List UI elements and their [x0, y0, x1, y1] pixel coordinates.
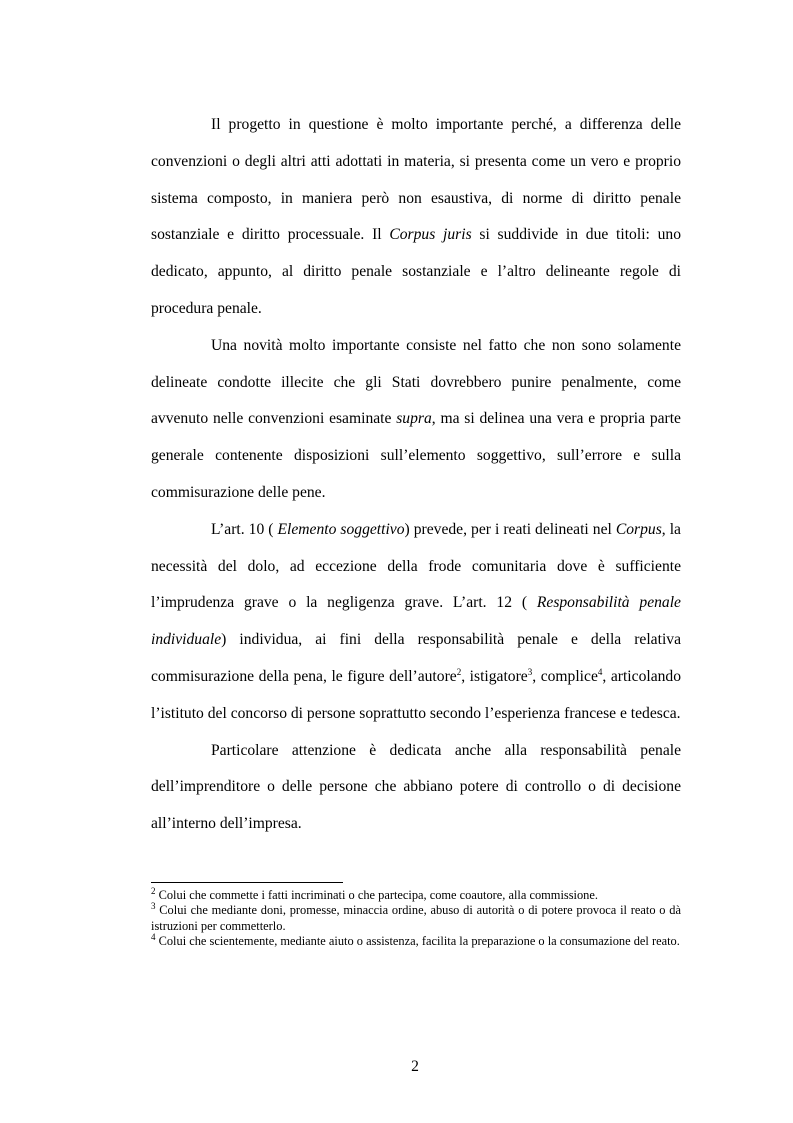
footnote-4-number: 4: [151, 932, 156, 943]
paragraph-3: [151, 512, 681, 733]
footnote-ref-4[interactable]: 4: [597, 666, 603, 677]
footnote-ref-3[interactable]: 3: [527, 666, 533, 677]
paragraph-3-italic-elemento-soggettivo: Elemento soggettivo: [277, 520, 405, 538]
footnote-2-text: Colui che commette i fatti incriminati o che partecipa, come coautore, alla commissione.: [155, 888, 598, 902]
paragraph-2-text-1: Una novità molto importante consiste nel fatto che non sono solamente delineate condotte illecite che gli Stati dovrebbero punire penalmente, come avvenuto nelle convenzioni esaminate: [151, 336, 681, 428]
paragraph-3-italic-responsabilita: Responsabilità penale individuale: [151, 594, 681, 649]
paragraph-1-text-1: Il progetto in questione è molto importante perché, a differenza delle convenzioni o degli altri atti adottati in materia, si presenta come un vero e proprio sistema composto, in maniera però non esaustiva, di norme di diritto penale sostanziale e diritto processuale. Il: [151, 116, 681, 244]
paragraph-2: [151, 328, 681, 512]
footnote-ref-2[interactable]: 2: [456, 666, 462, 677]
footnote-2: [151, 885, 681, 903]
footnote-4-text: Colui che scientemente, mediante aiuto o assistenza, facilita la preparazione o la consumazione del reato.: [155, 934, 680, 949]
paragraph-3-italic-corpus: Corpus: [615, 520, 662, 538]
footnote-2-number: 2: [151, 885, 156, 896]
paragraph-4: [151, 733, 681, 843]
paragraph-1: [151, 107, 681, 328]
footnotes: [151, 885, 681, 950]
paragraph-2-italic-supra: supra: [396, 410, 432, 428]
paragraph-2-text-2: , ma si delinea una vera e propria parte generale contenente disposizioni sull’elemento soggettivo, sull’errore e sulla commisurazione delle pene.: [151, 410, 681, 501]
body-text: [151, 107, 681, 843]
paragraph-3-text-4: ) individua, ai fini della responsabilità penale e della relativa commisurazione della pena, le figure dell’autore: [151, 631, 681, 685]
footnote-3-number: 3: [151, 901, 156, 912]
footnote-divider: [151, 882, 343, 883]
page-number: 2: [411, 1058, 419, 1075]
footnote-3: [151, 903, 681, 934]
paragraph-1-italic-corpus-juris: Corpus juris: [389, 226, 472, 244]
paragraph-3-text-2: ) prevede, per i reati delineati nel: [404, 520, 616, 538]
paragraph-3-text-1: L’art. 10 (: [211, 520, 278, 538]
paragraph-3-text-6: , complice: [532, 667, 598, 685]
paragraph-3-text-7: , articolando l’istituto del concorso di persone soprattutto secondo l’esperienza francese e tedesca.: [151, 667, 682, 722]
footnote-3-text: Colui che mediante doni, promesse, minaccia ordine, abuso di autorità o di potere provoca il reato o dà istruzioni per commetterlo.: [151, 903, 681, 933]
footnote-4: [151, 934, 681, 949]
paragraph-1-text-2: si suddivide in due titoli: uno dedicato, appunto, al diritto penale sostanziale e l’altro delineante regole di procedura penale.: [151, 226, 681, 317]
paragraph-4-text-1: Particolare attenzione è dedicata anche alla responsabilità penale dell’imprenditore o delle persone che abbiano potere di controllo o di decisione all’interno dell’impresa.: [151, 741, 681, 833]
paragraph-3-text-3: , la necessità del dolo, ad eccezione della frode comunitaria dove è sufficiente l’imprudenza grave o la negligenza grave. L’art. 12 (: [151, 520, 681, 612]
paragraph-3-text-5: , istigatore: [461, 667, 528, 685]
